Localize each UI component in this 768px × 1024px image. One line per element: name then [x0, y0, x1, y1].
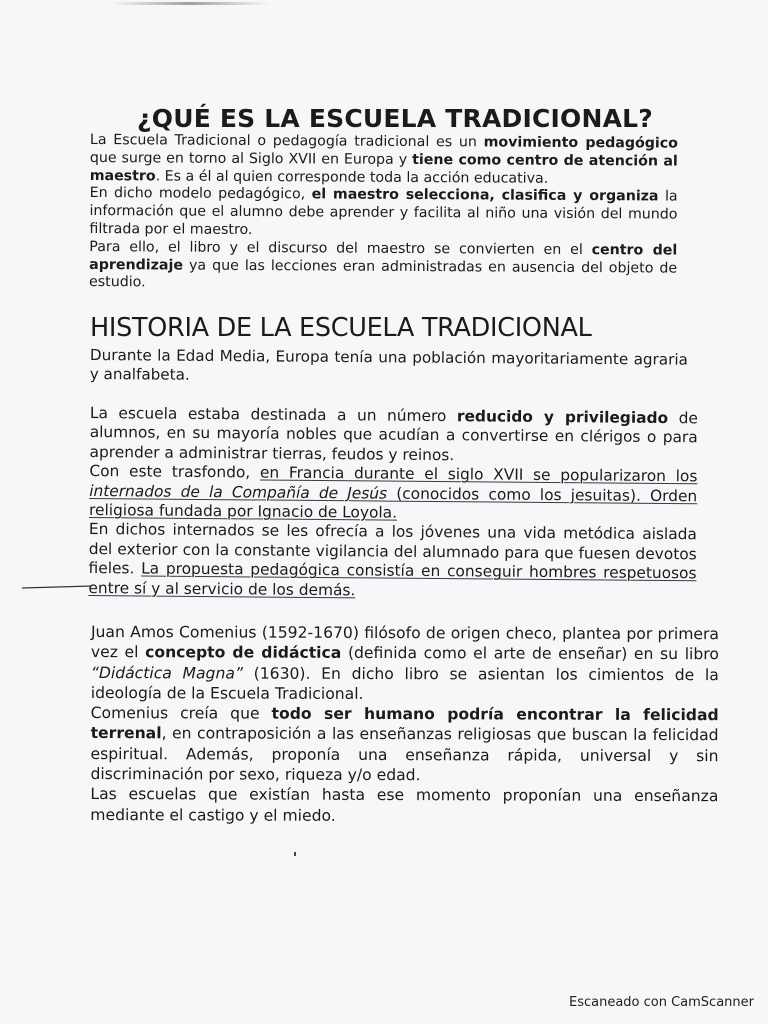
camscanner-watermark: Escaneado con CamScanner	[568, 995, 754, 1010]
section-heading-history: HISTORIA DE LA ESCUELA TRADICIONAL	[90, 313, 592, 343]
comenius-paragraph-3: Las escuelas que existían hasta ese momento proponían una enseñanza mediante el castigo y el miedo.	[90, 785, 719, 825]
text-run: Juan Amos Comenius (1592-1670) filósofo de origen checo, plantea por primera vez el	[90, 623, 719, 662]
definition-paragraph-2	[89, 185, 677, 242]
comenius-paragraph-1	[91, 622, 719, 705]
handwritten-underline-run: (conocidos como los jesuitas). Orden religiosa fundada por Ignacio de Loyola.	[88, 484, 698, 522]
pen-stroke-mark	[22, 585, 94, 589]
definition-paragraph-3	[89, 239, 677, 296]
bold-run: movimiento pedagógico	[483, 134, 678, 152]
bold-run: concepto de didáctica	[145, 643, 342, 663]
text-run: que surge en torno al Siglo XVII en Europa y	[89, 149, 413, 168]
text-run: de alumnos, en su mayoría nobles que acudían a convertirse en clérigos o para aprender a administrar tierras, feudos y reinos.	[89, 409, 698, 464]
bold-run: reducido y privilegiado	[456, 407, 669, 428]
history-paragraph-1: Durante la Edad Media, Europa tenía una población mayoritariamente agraria y analfabeta.	[89, 346, 688, 384]
italic-underlined-run: internados de la Compañía de Jesús	[89, 481, 388, 503]
page-title: ¿QUÉ ES LA ESCUELA TRADICIONAL?	[137, 104, 653, 133]
history-intro	[90, 346, 688, 389]
italic-run: “Didáctica Magna”	[90, 663, 244, 683]
text-run: La Escuela Tradicional o pedagogía tradicional es un	[89, 132, 484, 151]
text-run: Para ello, el libro y el discurso del maestro se convierten en el	[89, 238, 592, 258]
definition-section	[89, 132, 678, 296]
bold-run: tiene como centro de atención al maestro	[89, 151, 678, 184]
handwritten-underline-run: en Francia durante el siglo XVII se popularizaron los	[259, 463, 698, 486]
stray-ink-dot	[294, 852, 296, 856]
handwritten-underline-run: La propuesta pedagógica consistía en conseguir hombres respetuosos entre sí y al servicio de los demás.	[88, 559, 697, 599]
text-run: La escuela estaba destinada a un número	[89, 404, 458, 426]
text-run: En dicho modelo pedagógico,	[89, 185, 312, 203]
scan-edge-shadow	[110, 2, 270, 5]
bold-run: el maestro selecciona, clasifica y organiza	[311, 186, 659, 205]
text-run: (1630). En dicho libro se asientan los cimientos de la ideología de la Escuela Tradicional.	[90, 664, 719, 703]
comenius-paragraph-2	[90, 703, 718, 786]
text-run: Con este trasfondo,	[89, 462, 261, 482]
text-run: Comenius creía que	[90, 704, 272, 723]
text-run: , en contraposición a las enseñanzas religiosas que buscan la felicidad espiritual. Además, proponía una enseñanza rápida, universal y sin discriminación por sexo, riqueza y/o edad.	[90, 724, 719, 785]
history-paragraph-2	[89, 404, 697, 468]
bold-run: centro del aprendizaje	[89, 241, 678, 274]
history-paragraph-4	[88, 520, 697, 603]
history-paragraph-3	[89, 462, 697, 526]
history-section	[88, 404, 698, 603]
text-run: En dichos internados se les ofrecía a los jóvenes una vida metódica aislada del exterior con la constante vigilancia del alumnado para que fuesen devotos fieles.	[88, 520, 697, 578]
text-run: . Es a él al quien corresponde toda la acción educativa.	[155, 167, 549, 187]
text-run: la información que el alumno debe aprender y facilita al niño una visión del mundo filtrada por el maestro.	[89, 188, 678, 238]
definition-paragraph-1	[90, 132, 678, 189]
comenius-section	[90, 622, 719, 827]
text-run: (definida como el arte de enseñar) en su libro	[341, 644, 719, 664]
bold-run: todo ser humano podría encontrar la felicidad terrenal	[90, 704, 719, 743]
text-run: ya que las lecciones eran administradas en ausencia del objeto de estudio.	[89, 257, 678, 291]
